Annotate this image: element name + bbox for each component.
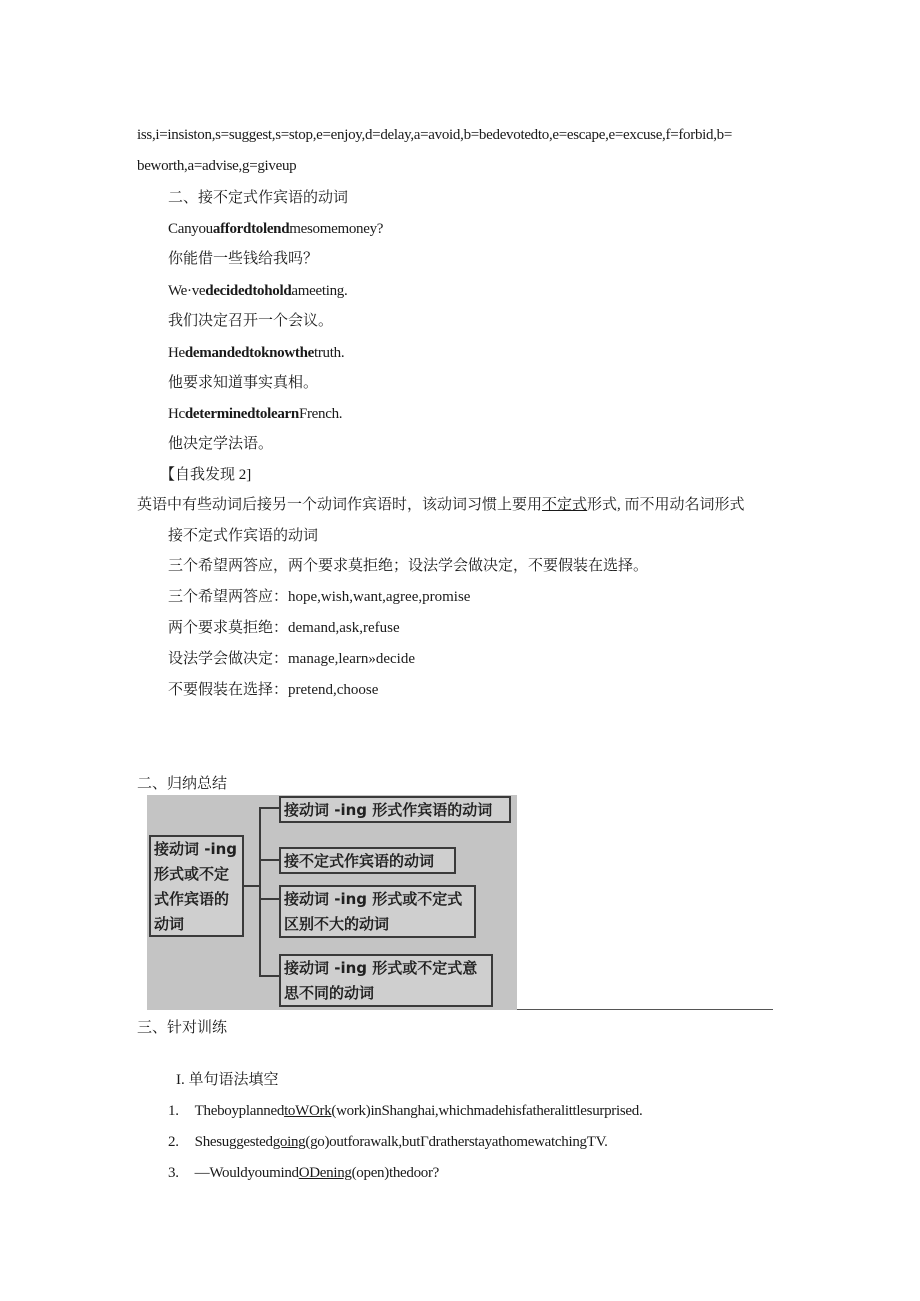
- exercise-item: 2. Shesuggestedgoing(go)outforawalk,butΓdratherstayathomewatchingTV.: [168, 1134, 608, 1150]
- mnemonic-list-item: 两个要求莫拒绝：demand,ask,refuse: [168, 620, 400, 636]
- exercise-item: 1. TheboyplannedtoWOrk(work)inShanghai,whichmadehisfatheralittlesurprised.: [168, 1103, 643, 1119]
- mnemonic-list-item: 设法学会做决定：manage,learn»decide: [168, 651, 416, 667]
- self-discovery-text: 英语中有些动词后接另一个动词作宾语时，该动词习惯上要用不定式形式, 而不用动名词形式: [137, 497, 745, 513]
- abbreviation-line-1: iss,i=insiston,s=suggest,s=stop,e=enjoy,d=delay,a=avoid,b=bedevotedto,e=escape,e=excuse,f=forbid,b=: [137, 127, 733, 143]
- diagram-connector: [259, 807, 261, 977]
- exercise-item: 3. —WouldyoumindODening(open)thedoor?: [168, 1165, 440, 1181]
- sub-heading: 接不定式作宾语的动词: [168, 528, 319, 544]
- diagram-connector: [259, 807, 279, 809]
- answer-blank: going: [272, 1134, 306, 1150]
- practice-heading: 三、针对训练: [137, 1018, 228, 1036]
- divider-line: [517, 1009, 773, 1010]
- example-sentence: HcdeterminedtolearnFrench.: [168, 406, 343, 422]
- example-translation: 你能借一些钱给我吗？: [168, 251, 319, 267]
- example-translation: 他要求知道事实真相。: [168, 375, 319, 391]
- diagram-connector: [259, 975, 279, 977]
- example-translation: 他决定学法语。: [168, 436, 274, 452]
- mnemonic: 三个希望两答应，两个要求莫拒绝；设法学会做决定，不要假装在选择。: [168, 558, 649, 574]
- mnemonic-list-item: 三个希望两答应：hope,wish,want,agree,promise: [168, 589, 471, 605]
- summary-heading: 二、归纳总结: [137, 774, 228, 792]
- summary-diagram: [147, 795, 517, 1010]
- diagram-branch-box: 接动词 -ing 形式或不定式 区别不大的动词: [279, 885, 476, 938]
- diagram-branch-box: 接动词 -ing 形式或不定式意 思不同的动词: [279, 954, 493, 1007]
- diagram-root-box: 接动词 -ing 形式或不定 式作宾语的 动词: [149, 835, 244, 937]
- example-sentence: Hedemandedtoknowthetruth.: [168, 345, 345, 361]
- diagram-connector: [244, 885, 259, 887]
- practice-sub-heading: I. 单句语法填空: [176, 1072, 279, 1088]
- diagram-connector: [259, 898, 279, 900]
- diagram-connector: [259, 859, 279, 861]
- answer-blank: 不定式: [542, 497, 588, 513]
- example-translation: 我们决定召开一个会议。: [168, 313, 334, 329]
- diagram-branch-box: 接不定式作宾语的动词: [279, 847, 456, 874]
- example-sentence: We·vedecidedtoholdameeting.: [168, 283, 348, 299]
- answer-blank: toWOrk: [284, 1103, 332, 1119]
- answer-blank: ODening: [298, 1165, 352, 1181]
- section-heading-infinitive: 二、接不定式作宾语的动词: [168, 188, 349, 206]
- self-discovery-title: 【自我发现 2]: [160, 467, 252, 483]
- diagram-branch-box: 接动词 -ing 形式作宾语的动词: [279, 796, 511, 823]
- abbreviation-line-2: beworth,a=advise,g=giveup: [137, 158, 297, 174]
- mnemonic-list-item: 不要假装在选择：pretend,choose: [168, 682, 379, 698]
- example-sentence: Canyouaffordtolendmesomemoney?: [168, 221, 384, 237]
